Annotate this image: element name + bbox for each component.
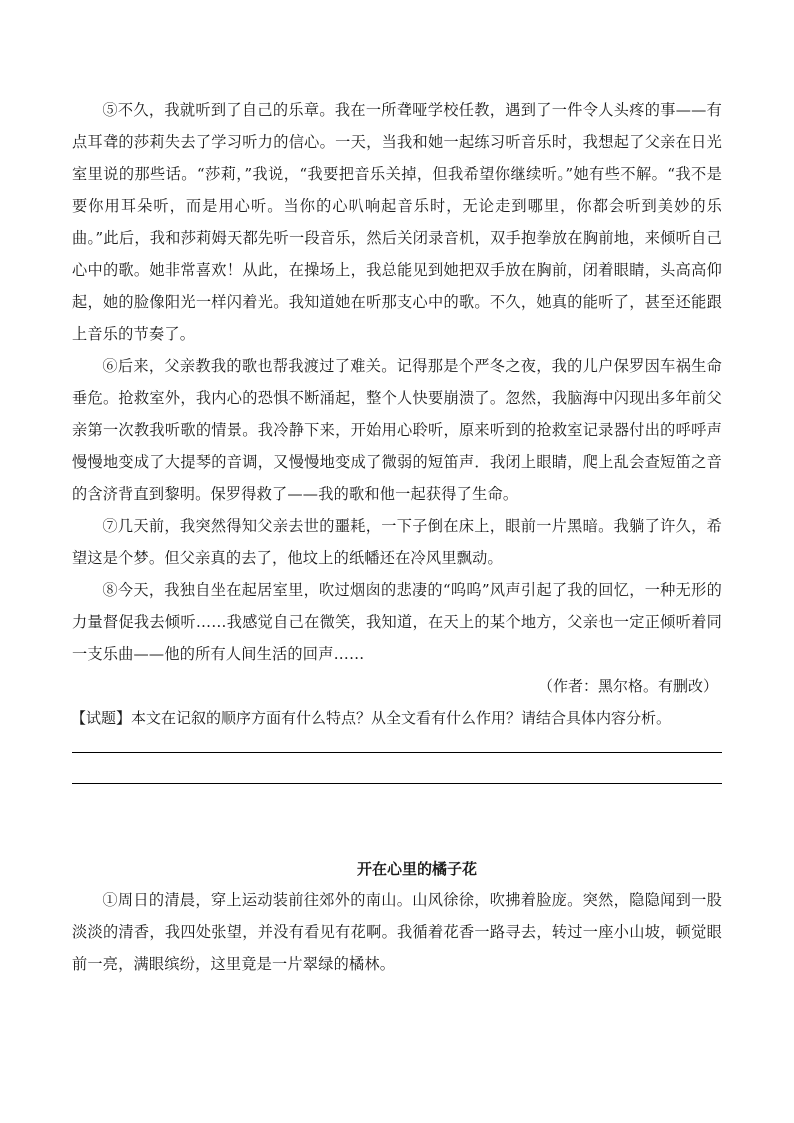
paragraph-1: ①周日的清晨，穿上运动装前往郊外的南山。山风徐徐，吹拂着脸庞。突然，隐隐闻到一股淡淡的清香，我四处张望，并没有看见有花啊。我循着花香一路寻去，转过一座小山坡，顿觉眼前一亮，满眼缤纷，这里竟是一片翠绿的橘林。 [72, 891, 722, 973]
paragraph-8: ⑧今天，我独自坐在起居室里，吹过烟囱的悲凄的“呜呜”风声引起了我的回忆，一种无形的力量督促我去倾听……我感觉自己在微笑，我知道，在天上的某个地方，父亲也一定正倾听着同一支乐曲——他的所有人间生活的回声…… [72, 581, 722, 663]
question-prompt: 【试题】本文在记叙的顺序方面有什么特点？从全文看有什么作用？请结合具体内容分析。 [71, 709, 672, 727]
answer-line[interactable] [72, 752, 722, 753]
answer-line[interactable] [72, 783, 722, 784]
author-credit: （作者：黑尔格。有删改） [537, 677, 718, 695]
paragraph-7: ⑦几天前，我突然得知父亲去世的噩耗，一下子倒在床上，眼前一片黑暗。我躺了许久，希望这是个梦。但父亲真的去了，他坟上的纸幡还在冷风里飘动。 [72, 517, 722, 567]
paragraph-6: ⑥后来，父亲教我的歌也帮我渡过了难关。记得那是个严冬之夜，我的儿户保罗因车祸生命垂危。抢救室外，我内心的恐惧不断涌起，整个人快要崩溃了。忽然，我脑海中闪现出多年前父亲第一次教我听歌的情景。我冷静下来，开始用心聆听，原来听到的抢救室记录器付出的呼呼声慢慢地变成了大提琴的音调，又慢慢地变成了微弱的短笛声．我闭上眼睛，爬上乱会查短笛之音的含济背直到黎明。保罗得救了——我的歌和他一起获得了生命。 [72, 357, 722, 503]
passage-title: 开在心里的橘子花 [356, 860, 477, 878]
document-page [72, 94, 722, 980]
paragraph-5: ⑤不久，我就听到了自己的乐章。我在一所聋哑学校任教，遇到了一件令人头疼的事——有点耳聋的莎莉失去了学习听力的信心。一天，当我和她一起练习听音乐时，我想起了父亲在日光室里说的那些话。“莎莉，”我说，“我要把音乐关掉，但我希望你继续听。”她有些不解。“我不是要你用耳朵听，而是用心听。当你的心叭响起音乐时，无论走到哪里，你都会听到美妙的乐曲。”此后，我和莎莉姆天都先听一段音乐，然后关闭录音机，双手抱拳放在胸前地，来倾听自己心中的歌。她非常喜欢！从此，在操场上，我总能见到她把双手放在胸前，闭着眼睛，头高高仰起，她的脸像阳光一样闪着光。我知道她在听那支心中的歌。不久，她真的能听了，甚至还能跟上音乐的节奏了。 [72, 101, 722, 343]
